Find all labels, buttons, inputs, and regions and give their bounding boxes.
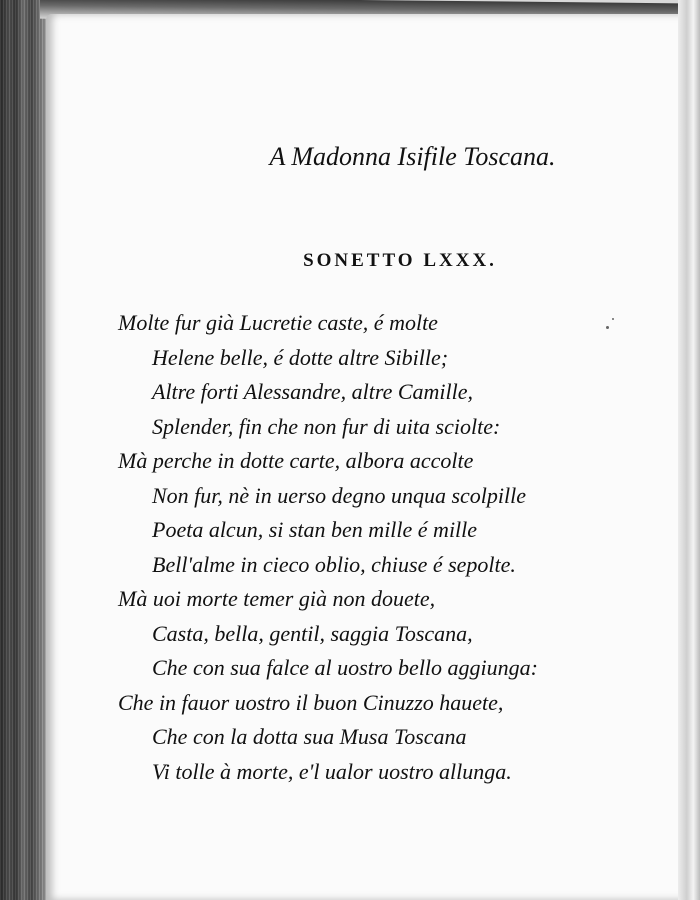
poem-line: Che con la dotta sua Musa Toscana <box>152 724 467 749</box>
poem-line: Vi tolle à morte, e'l ualor uostro allunga. <box>152 758 512 784</box>
book-spine-edge <box>0 0 52 900</box>
poem-line: Poeta alcun, si stan ben mille é mille <box>152 517 478 542</box>
sonnet-text <box>118 306 598 789</box>
poem-line: Altre forti Alessandre, altre Camille, <box>152 379 474 404</box>
sonnet-title: SONETTO LXXX. <box>303 250 497 271</box>
poem-line: Mà uoi morte temer già non douete, <box>118 586 436 611</box>
poem-line: Casta, bella, gentil, saggia Toscana, <box>152 620 473 646</box>
poem-line: Splender, fin che non fur di uita sciolte: <box>152 413 501 439</box>
page-right-edge <box>678 0 700 900</box>
poem-line: Mà perche in dotte carte, albora accolte <box>118 448 474 473</box>
poem-line: Helene belle, é dotte altre Sibille; <box>152 344 449 370</box>
ink-speck <box>612 318 614 320</box>
page-heading: A Madonna Isifile Toscana. <box>269 142 556 171</box>
poem-line: Non fur, nè in uerso degno unqua scolpille <box>152 482 526 508</box>
ink-speck <box>606 326 609 329</box>
poem-line: Molte fur già Lucretie caste, é molte <box>118 310 438 335</box>
poem-line: Che in fauor uostro il buon Cinuzzo hauete, <box>118 689 504 715</box>
poem-line: Bell'alme in cieco oblio, chiuse é sepolte. <box>152 551 516 577</box>
poem-line: Che con sua falce al uostro bello aggiunga: <box>152 655 538 680</box>
